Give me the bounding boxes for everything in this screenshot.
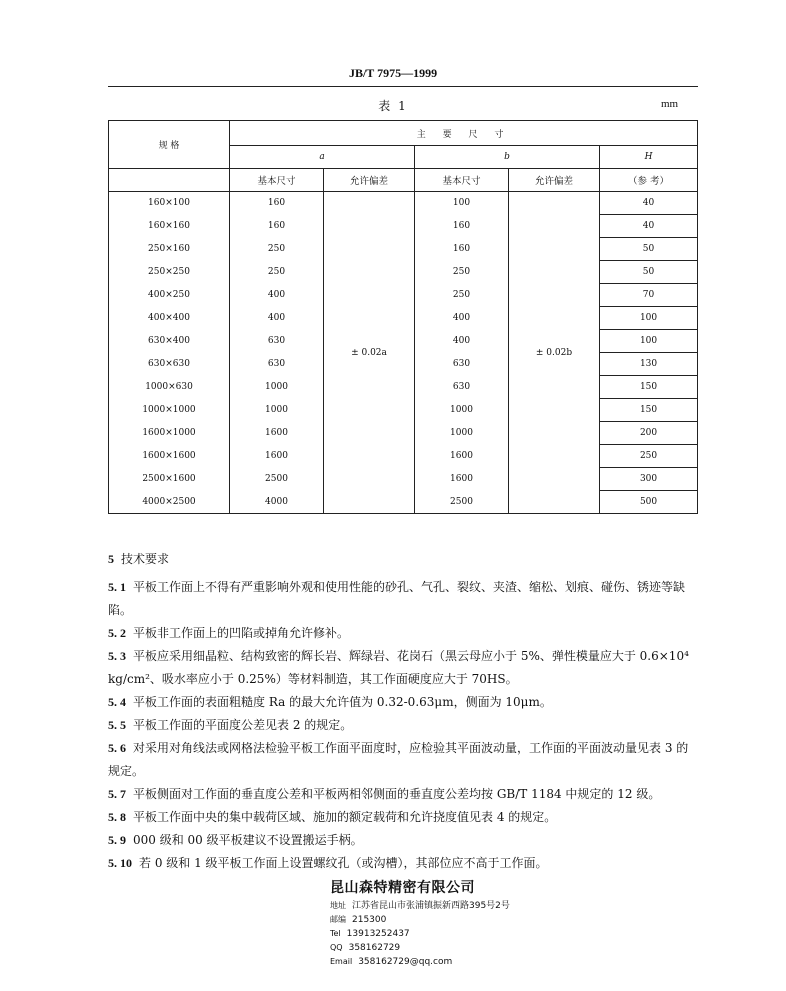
- cell-a: 1600: [230, 445, 324, 468]
- cell-spec: 1000×1000: [109, 399, 230, 422]
- cell-h: 130: [600, 353, 698, 376]
- clause: 5. 1 平板工作面上不得有严重影响外观和使用性能的砂孔、气孔、裂纹、夹渣、缩松、划痕、碰伤、锈迹等缺陷。: [108, 580, 686, 617]
- company-qq: QQ 358162729: [330, 943, 401, 953]
- cell-h: 300: [600, 468, 698, 491]
- header-spec: 规 格: [109, 121, 230, 169]
- cell-a-tolerance: ± 0.02a: [324, 192, 415, 514]
- cell-spec: 160×100: [109, 192, 230, 215]
- cell-spec: 400×400: [109, 307, 230, 330]
- cell-h: 100: [600, 330, 698, 353]
- company-address: 地址 江苏省昆山市张浦镇振新西路395号2号: [330, 901, 510, 911]
- clause: 5. 9 000 级和 00 级平板建议不设置搬运手柄。: [108, 833, 363, 847]
- cell-b: 2500: [415, 491, 509, 514]
- cell-a: 1600: [230, 422, 324, 445]
- clause: 5. 4 平板工作面的表面粗糙度 Ra 的最大允许值为 0.32-0.63μm，侧面为 10μm。: [108, 695, 552, 709]
- cell-b: 400: [415, 330, 509, 353]
- dimensions-table: [108, 120, 698, 514]
- table-row: [109, 192, 698, 215]
- section-title-text: 技术要求: [121, 552, 170, 566]
- cell-spec: 2500×1600: [109, 468, 230, 491]
- cell-a: 1000: [230, 376, 324, 399]
- cell-b: 400: [415, 307, 509, 330]
- header-b: b: [415, 146, 600, 169]
- header-a-basic: 基本尺寸: [230, 169, 324, 192]
- clause: 5. 5 平板工作面的平面度公差见表 2 的规定。: [108, 718, 353, 732]
- company-email: Email 358162729@qq.com: [330, 957, 453, 967]
- cell-spec: 400×250: [109, 284, 230, 307]
- cell-spec: 1600×1000: [109, 422, 230, 445]
- cell-h: 50: [600, 238, 698, 261]
- table-caption: 表 1: [378, 99, 408, 113]
- cell-a: 630: [230, 330, 324, 353]
- header-a-tolerance: 允许偏差: [324, 169, 415, 192]
- header-b-basic: 基本尺寸: [415, 169, 509, 192]
- cell-h: 70: [600, 284, 698, 307]
- company-name: 昆山森特精密有限公司: [330, 880, 475, 896]
- cell-b: 160: [415, 238, 509, 261]
- cell-a: 1000: [230, 399, 324, 422]
- technical-requirements: [108, 548, 700, 875]
- header-h: H: [600, 146, 698, 169]
- cell-a: 400: [230, 307, 324, 330]
- cell-b: 1000: [415, 422, 509, 445]
- cell-b: 630: [415, 376, 509, 399]
- cell-h: 50: [600, 261, 698, 284]
- cell-spec: 630×630: [109, 353, 230, 376]
- header-a: a: [230, 146, 415, 169]
- cell-a: 630: [230, 353, 324, 376]
- cell-a: 2500: [230, 468, 324, 491]
- cell-b: 160: [415, 215, 509, 238]
- standard-code: JB/T 7975—1999: [348, 66, 438, 80]
- section-title: [108, 548, 700, 571]
- section-number: 5: [108, 552, 114, 566]
- cell-a: 160: [230, 192, 324, 215]
- cell-b: 250: [415, 284, 509, 307]
- header-divider: [108, 86, 698, 87]
- cell-spec: 250×160: [109, 238, 230, 261]
- clause: 5. 2 平板非工作面上的凹陷或掉角允许修补。: [108, 626, 350, 640]
- clause: 5. 10 若 0 级和 1 级平板工作面上设置螺纹孔（或沟槽），其部位应不高于工作面。: [108, 856, 548, 870]
- cell-a: 250: [230, 261, 324, 284]
- table-unit: mm: [661, 98, 679, 110]
- header-main-dimensions: 主 要 尺 寸: [230, 121, 698, 146]
- company-info: [330, 877, 510, 969]
- cell-b: 1600: [415, 445, 509, 468]
- clause: 5. 7 平板侧面对工作面的垂直度公差和平板两相邻侧面的垂直度公差均按 GB/T 1184 中规定的 12 级。: [108, 787, 661, 801]
- cell-h: 200: [600, 422, 698, 445]
- cell-b: 250: [415, 261, 509, 284]
- cell-b: 100: [415, 192, 509, 215]
- cell-spec: 1000×630: [109, 376, 230, 399]
- cell-a: 400: [230, 284, 324, 307]
- cell-h: 150: [600, 376, 698, 399]
- company-tel: Tel 13913252437: [330, 929, 410, 939]
- clause: 5. 8 平板工作面中央的集中载荷区域、施加的额定载荷和允许挠度值见表 4 的规定。: [108, 810, 557, 824]
- header-b-tolerance: 允许偏差: [509, 169, 600, 192]
- cell-spec: 250×250: [109, 261, 230, 284]
- cell-h: 500: [600, 491, 698, 514]
- cell-spec: 1600×1600: [109, 445, 230, 468]
- cell-b: 1000: [415, 399, 509, 422]
- company-postcode: 邮编 215300: [330, 915, 387, 925]
- cell-spec: 160×160: [109, 215, 230, 238]
- cell-h: 150: [600, 399, 698, 422]
- cell-spec: 4000×2500: [109, 491, 230, 514]
- cell-a: 4000: [230, 491, 324, 514]
- cell-a: 160: [230, 215, 324, 238]
- cell-h: 250: [600, 445, 698, 468]
- cell-a: 250: [230, 238, 324, 261]
- header-spec-empty: [109, 169, 230, 192]
- cell-h: 40: [600, 215, 698, 238]
- header-h-reference: （参 考）: [600, 169, 698, 192]
- cell-h: 40: [600, 192, 698, 215]
- cell-b: 630: [415, 353, 509, 376]
- cell-b-tolerance: ± 0.02b: [509, 192, 600, 514]
- cell-h: 100: [600, 307, 698, 330]
- cell-b: 1600: [415, 468, 509, 491]
- cell-spec: 630×400: [109, 330, 230, 353]
- clause: 5. 3 平板应采用细晶粒、结构致密的辉长岩、辉绿岩、花岗石（黑云母应小于 5%、弹性模量应大于 0.6×10⁴ kg/cm²、吸水率应小于 0.25%）等材料制造，其工作面硬度应大于 70HS。: [108, 649, 689, 686]
- clause: 5. 6 对采用对角线法或网格法检验平板工作面平面度时，应检验其平面波动量，工作面的平面波动量见表 3 的规定。: [108, 741, 689, 778]
